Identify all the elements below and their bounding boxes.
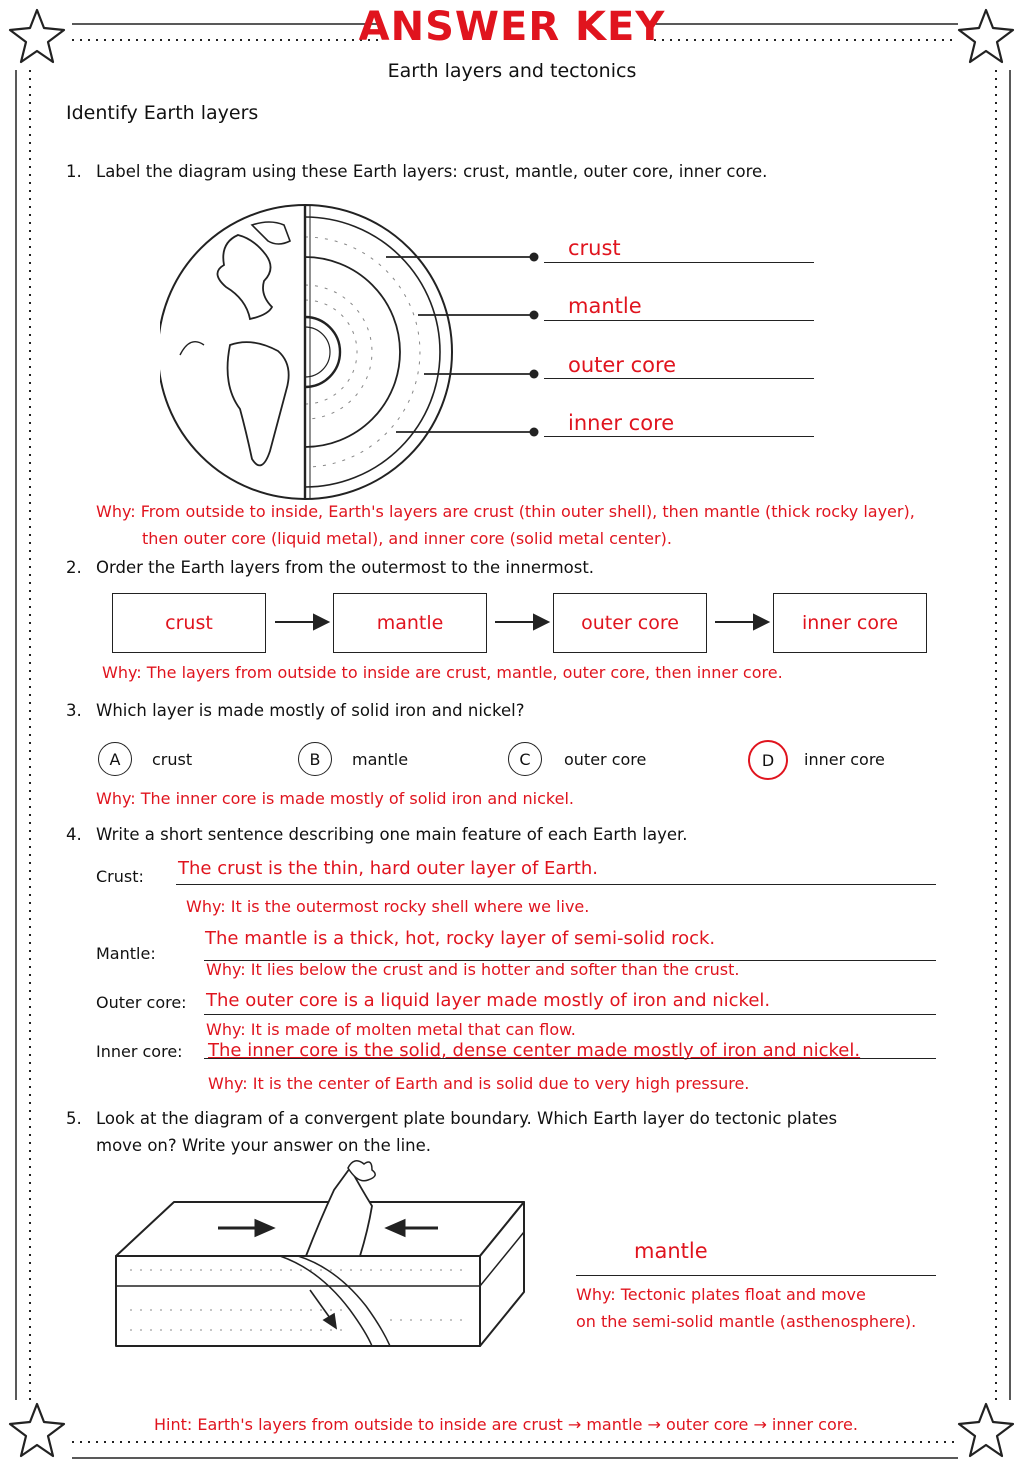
answer-line [204, 1058, 936, 1059]
option-a-label: crust [152, 750, 193, 769]
q4-text: Write a short sentence describing one main feature of each Earth layer. [96, 825, 688, 844]
hint-text: Hint: Earth's layers from outside to inside are crust → mantle → outer core → inner core. [154, 1415, 858, 1434]
crust-answer: The crust is the thin, hard outer layer of Earth. [178, 858, 599, 879]
q2-why: Why: The layers from outside to inside are crust, mantle, outer core, then inner core. [102, 663, 783, 682]
q3-why: Why: The inner core is made mostly of solid iron and nickel. [96, 789, 574, 808]
outer-core-label: Outer core: [96, 993, 187, 1012]
answer-line [176, 884, 936, 885]
q2-text: Order the Earth layers from the outermost to the innermost. [96, 558, 595, 577]
q1-number: 1. [66, 162, 82, 181]
option-b-circle[interactable]: B [298, 742, 332, 776]
q3-number: 3. [66, 701, 82, 720]
page-subtitle: Earth layers and tectonics [387, 60, 637, 82]
mantle-answer: The mantle is a thick, hot, rocky layer of semi-solid rock. [205, 928, 716, 949]
q1-why-line1: Why: From outside to inside, Earth's layers are crust (thin outer shell), then mantle (thick rocky layer), [96, 502, 915, 521]
q5-answer: mantle [634, 1239, 708, 1263]
answer-line [544, 262, 814, 263]
answer-line [576, 1275, 936, 1276]
mantle-label: Mantle: [96, 944, 156, 963]
order-box-outer-core: outer core [553, 593, 707, 653]
option-a-circle[interactable]: A [98, 742, 132, 776]
label-outer-core: outer core [568, 353, 677, 377]
outer-core-why: Why: It is made of molten metal that can flow. [206, 1020, 576, 1039]
outer-core-answer: The outer core is a liquid layer made mostly of iron and nickel. [206, 990, 771, 1011]
page-title: ANSWER KEY [358, 4, 666, 50]
option-d-circle-selected[interactable]: D [748, 740, 788, 780]
answer-line [204, 1014, 936, 1015]
order-box-inner-core: inner core [773, 593, 927, 653]
label-inner-core: inner core [568, 411, 675, 435]
inner-core-label: Inner core: [96, 1042, 183, 1061]
option-b-label: mantle [352, 750, 409, 769]
q2-number: 2. [66, 558, 82, 577]
order-box-mantle: mantle [333, 593, 487, 653]
option-c-circle[interactable]: C [508, 742, 542, 776]
q4-number: 4. [66, 825, 82, 844]
answer-line [544, 320, 814, 321]
mantle-why: Why: It lies below the crust and is hotter and softer than the crust. [206, 960, 740, 979]
answer-line [544, 378, 814, 379]
order-box-crust: crust [112, 593, 266, 653]
option-c-label: outer core [564, 750, 647, 769]
crust-why: Why: It is the outermost rocky shell where we live. [186, 897, 590, 916]
q5-number: 5. [66, 1109, 82, 1128]
earth-layers-diagram [160, 195, 560, 515]
q3-text: Which layer is made mostly of solid iron and nickel? [96, 701, 525, 720]
arrow-right-icon [0, 610, 1024, 634]
section-title: Identify Earth layers [66, 102, 259, 124]
q1-text: Label the diagram using these Earth layers: crust, mantle, outer core, inner core. [96, 162, 768, 181]
answer-line [544, 436, 814, 437]
option-d-label: inner core [804, 750, 885, 769]
q5-text-line1: Look at the diagram of a convergent plate boundary. Which Earth layer do tectonic plates [96, 1109, 838, 1128]
inner-core-answer: The inner core is the solid, dense center made mostly of iron and nickel. [208, 1040, 861, 1061]
q1-why-line2: then outer core (liquid metal), and inner core (solid metal center). [142, 529, 672, 548]
plate-boundary-diagram [110, 1160, 530, 1356]
inner-core-why: Why: It is the center of Earth and is solid due to very high pressure. [208, 1074, 750, 1093]
q5-why-line1: Why: Tectonic plates float and move [576, 1285, 866, 1304]
crust-label: Crust: [96, 867, 144, 886]
q5-text-line2: move on? Write your answer on the line. [96, 1136, 432, 1155]
label-mantle: mantle [568, 294, 642, 318]
label-crust: crust [568, 236, 621, 260]
q5-why-line2: on the semi-solid mantle (asthenosphere). [576, 1312, 917, 1331]
